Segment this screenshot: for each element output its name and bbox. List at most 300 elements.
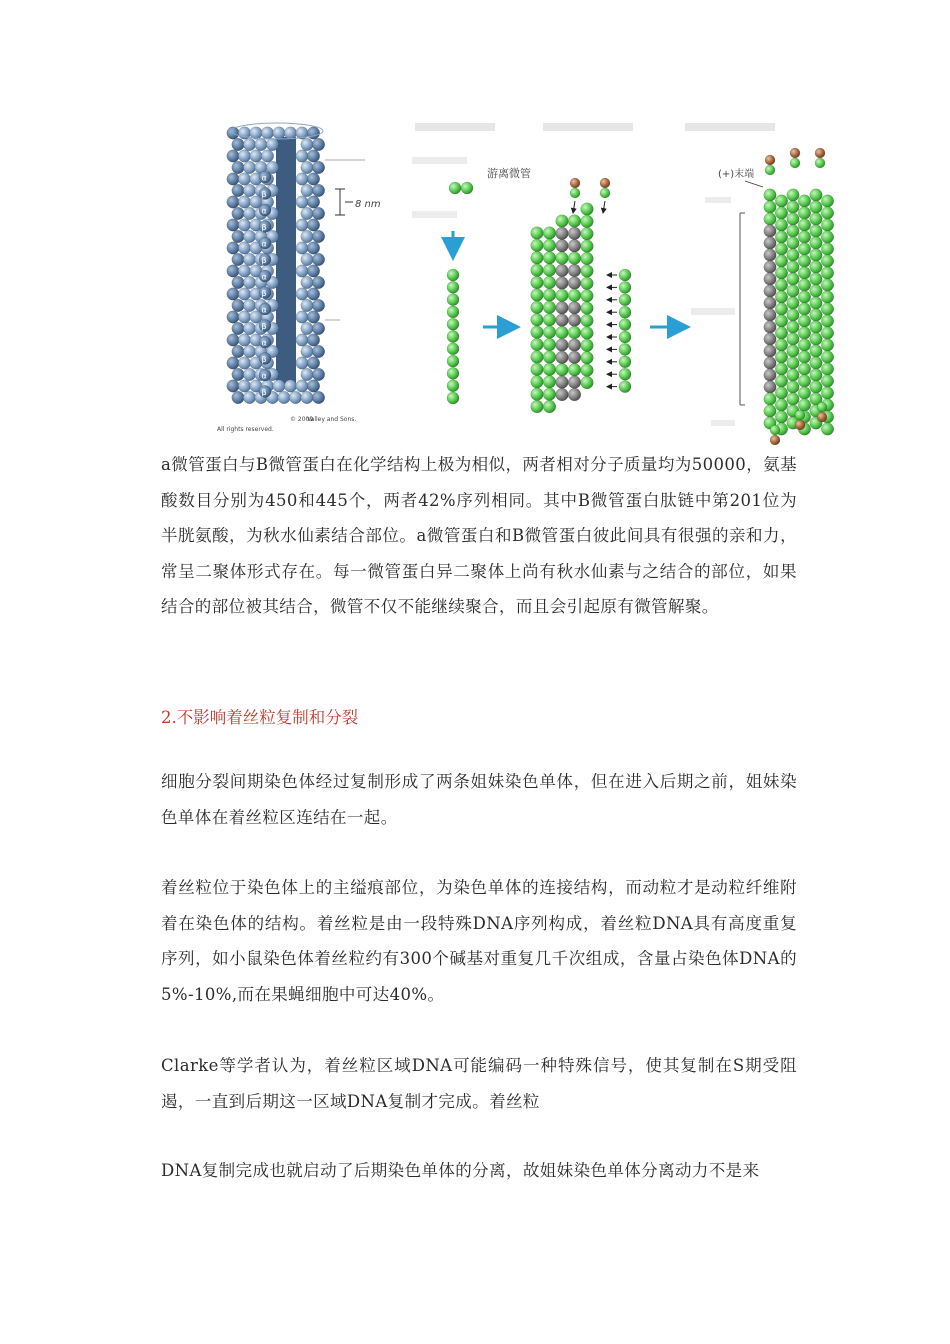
tubulin-letter: β: [261, 388, 267, 397]
microtubule-subunit: [810, 237, 822, 249]
credit-line-2: All rights reserved.: [217, 426, 274, 433]
sheet-subunit: [531, 388, 544, 401]
sheet-subunit: [581, 252, 594, 265]
sheet-subunit: [531, 314, 544, 327]
microtubule-subunit: [821, 219, 833, 231]
microtubule-structure-panel: [227, 123, 325, 404]
plus-end-tubulin: [790, 158, 800, 168]
microtubule-lumen: [276, 137, 296, 387]
side-protofilament-subunit: [619, 281, 631, 293]
incoming-tubulin: [570, 178, 580, 188]
sheet-subunit: [556, 302, 569, 315]
tubulin-subunit: [301, 368, 313, 380]
tubulin-subunit: [284, 380, 296, 392]
dimension-annotation: [325, 160, 381, 320]
sheet-subunit: [568, 252, 581, 265]
sheet-subunit: [543, 289, 556, 302]
tubulin-subunit: [261, 127, 273, 139]
microtubule-subunit: [787, 261, 799, 273]
microtubule-subunit: [775, 219, 787, 231]
microtubule-subunit: [764, 405, 776, 417]
sheet-subunit: [556, 326, 569, 339]
sheet-subunit: [556, 339, 569, 352]
sheet-subunit: [581, 364, 594, 377]
microtubule-subunit: [821, 303, 833, 315]
microtubule-subunit: [798, 399, 810, 411]
plus-end-tubulin: [790, 148, 800, 158]
tubulin-subunit: [296, 311, 308, 323]
microtubule-figure: [215, 115, 835, 445]
sheet-subunit: [581, 240, 594, 253]
microtubule-subunit: [821, 267, 833, 279]
microtubule-subunit: [798, 387, 810, 399]
microtubule-subunit: [798, 339, 810, 351]
plus-end-tubulin: [765, 165, 775, 175]
plus-end-tubulin: [815, 148, 825, 158]
tubulin-subunit: [301, 391, 313, 403]
tubulin-subunit: [232, 322, 244, 334]
microtubule-subunit: [764, 369, 776, 381]
label-plus-end: (+)末端: [718, 169, 755, 180]
tubulin-subunit: [243, 368, 255, 380]
microtubule-subunit: [798, 255, 810, 267]
protofilament-subunit: [447, 392, 459, 404]
sheet-subunit: [531, 252, 544, 265]
tubulin-subunit: [307, 334, 319, 346]
minus-end-tubulin: [795, 410, 805, 420]
microtubule-subunit: [787, 381, 799, 393]
incoming-tubulin: [570, 188, 580, 198]
tubulin-subunit: [227, 219, 239, 231]
sheet-subunit: [543, 239, 556, 252]
tubulin-letter: β: [261, 190, 267, 199]
tubulin-subunit: [312, 322, 324, 334]
microtubule-subunit: [810, 213, 822, 225]
tubulin-subunit: [301, 322, 313, 334]
microtubule-subunit: [821, 315, 833, 327]
tubulin-subunit: [227, 150, 239, 162]
side-protofilament-subunit: [619, 319, 631, 331]
microtubule-subunit: [810, 273, 822, 285]
sheet-subunit: [531, 338, 544, 351]
tubulin-subunit: [273, 127, 285, 139]
tubulin-letter: β: [261, 322, 267, 331]
microtubule-subunit: [787, 201, 799, 213]
microtubule-subunit: [764, 273, 776, 285]
sheet-subunit: [543, 376, 556, 389]
side-protofilament-subunit: [619, 269, 631, 281]
microtubule-subunit: [810, 381, 822, 393]
tubulin-subunit: [243, 299, 255, 311]
microtubule-subunit: [775, 387, 787, 399]
microtubule-subunit: [821, 423, 833, 435]
protofilament-subunit: [447, 306, 459, 318]
microtubule-subunit: [810, 333, 822, 345]
tubulin-subunit: [243, 345, 255, 357]
tubulin-subunit: [284, 127, 296, 139]
sheet-subunit: [543, 301, 556, 314]
sheet-subunit: [568, 215, 581, 228]
microtubule-subunit: [764, 261, 776, 273]
microtubule-subunit: [775, 195, 787, 207]
microtubule-subunit: [810, 297, 822, 309]
tubulin-subunit: [238, 219, 250, 231]
tubulin-subunit: [296, 380, 308, 392]
tubulin-subunit: [232, 184, 244, 196]
tubulin-subunit: [232, 138, 244, 150]
microtubule-subunit: [764, 393, 776, 405]
protofilament-subunit: [447, 355, 459, 367]
microtubule-subunit: [787, 297, 799, 309]
tubulin-letter: α: [261, 305, 267, 315]
sheet-assembly-panel: [531, 178, 631, 413]
tubulin-subunit: [273, 380, 285, 392]
tubulin-letter: α: [261, 338, 267, 348]
tubulin-subunit: [278, 391, 290, 403]
incoming-tubulin: [600, 178, 610, 188]
tubulin-subunit: [312, 230, 324, 242]
tubulin-subunit: [238, 311, 250, 323]
microtubule-subunit: [775, 375, 787, 387]
tubulin-subunit: [301, 184, 313, 196]
microtubule-subunit: [787, 213, 799, 225]
minus-end-tubulin: [770, 435, 780, 445]
sheet-subunit: [581, 290, 594, 303]
microtubule-subunit: [787, 357, 799, 369]
sheet-subunit: [543, 338, 556, 351]
microtubule-subunit: [764, 285, 776, 297]
sheet-subunit: [568, 264, 581, 277]
protofilament-subunit: [447, 343, 459, 355]
label-free-microtubule: 游离微管: [487, 167, 531, 180]
tubulin-subunit: [307, 380, 319, 392]
sheet-subunit: [531, 239, 544, 252]
tubulin-subunit: [307, 127, 319, 139]
incoming-arrow: [573, 201, 575, 213]
microtubule-subunit: [764, 225, 776, 237]
microtubule-subunit: [798, 363, 810, 375]
tubulin-subunit: [232, 368, 244, 380]
microtubule-subunit: [821, 255, 833, 267]
microtubule-subunit: [787, 393, 799, 405]
sheet-subunit: [531, 301, 544, 314]
sheet-subunit: [543, 276, 556, 289]
microtubule-subunit: [798, 267, 810, 279]
tubulin-letter: β: [261, 223, 267, 232]
microtubule-subunit: [821, 243, 833, 255]
microtubule-subunit: [787, 225, 799, 237]
microtubule-subunit: [821, 195, 833, 207]
sheet-subunit: [543, 388, 556, 401]
tubulin-subunit: [227, 265, 239, 277]
credit-line-1: Valley and Sons.: [307, 416, 357, 423]
section-heading-centromere: 2.不影响着丝粒复制和分裂: [161, 708, 359, 727]
paragraph-tubulin-structure: a微管蛋白与B微管蛋白在化学结构上极为相似，两者相对分子质量均为50000，氨基酸数目分别为450和445个，两者42%序列相同。其中B微管蛋白肽链中第201位为半胱氨酸，为秋水仙素结合部位。a微管蛋白和B微管蛋白彼此间具有很强的亲和力，常呈二聚体形式存在。每一微管蛋白异二聚体上尚有秋水仙素与之结合的部位，如果结合的部位被其结合，微管不仅不能继续聚合，而且会引起原有微管解聚。: [161, 455, 797, 616]
microtubule-subunit: [787, 369, 799, 381]
microtubule-subunit: [798, 303, 810, 315]
side-protofilament-subunit: [619, 368, 631, 380]
sheet-subunit: [568, 277, 581, 290]
minus-end-tubulin: [795, 420, 805, 430]
microtubule-subunit: [821, 339, 833, 351]
microtubule-subunit: [764, 201, 776, 213]
tubulin-subunit: [232, 161, 244, 173]
tubulin-subunit: [238, 380, 250, 392]
sheet-subunit: [568, 289, 581, 302]
tubulin-subunit: [296, 242, 308, 254]
microtubule-subunit: [810, 225, 822, 237]
tubulin-subunit: [312, 276, 324, 288]
microtubule-subunit: [787, 189, 799, 201]
sheet-subunit: [556, 240, 569, 253]
sheet-subunit: [568, 314, 581, 327]
tubulin-subunit: [312, 253, 324, 265]
tubulin-letter: β: [261, 355, 267, 364]
microtubule-subunit: [775, 243, 787, 255]
microtubule-subunit: [787, 249, 799, 261]
sheet-subunit: [531, 400, 544, 413]
svg-text:© 2009: © 2009: [290, 416, 314, 423]
microtubule-subunit: [764, 213, 776, 225]
tubulin-subunit: [261, 150, 273, 162]
protofilament-subunit: [447, 294, 459, 306]
microtubule-subunit: [798, 375, 810, 387]
microtubule-subunit: [798, 243, 810, 255]
tubulin-subunit: [312, 299, 324, 311]
tubulin-letter: β: [261, 256, 267, 265]
protofilament-subunit: [447, 269, 459, 281]
tubulin-subunit: [232, 299, 244, 311]
microtubule-subunit: [764, 321, 776, 333]
tubulin-subunit: [238, 288, 250, 300]
tubulin-subunit: [301, 276, 313, 288]
tubulin-subunit: [227, 380, 239, 392]
tubulin-letter: α: [261, 239, 267, 249]
tubulin-letter: α: [261, 371, 267, 381]
microtubule-subunit: [775, 279, 787, 291]
sheet-subunit: [556, 314, 569, 327]
free-tubulin-subunit: [449, 182, 461, 194]
tubulin-subunit: [312, 207, 324, 219]
microtubule-subunit: [821, 291, 833, 303]
sheet-subunit: [556, 289, 569, 302]
microtubule-subunit: [775, 399, 787, 411]
tubulin-letter: α: [261, 206, 267, 216]
side-protofilament-subunit: [619, 381, 631, 393]
microtubule-subunit: [764, 333, 776, 345]
tubulin-subunit: [296, 150, 308, 162]
tubulin-subunit: [238, 242, 250, 254]
side-protofilament-subunit: [619, 343, 631, 355]
tubulin-subunit: [243, 161, 255, 173]
microtubule-subunit: [810, 201, 822, 213]
tubulin-subunit: [301, 207, 313, 219]
sheet-subunit: [556, 277, 569, 290]
sheet-subunit: [581, 228, 594, 241]
protofilament-subunit: [447, 281, 459, 293]
sheet-subunit: [568, 240, 581, 253]
microtubule-subunit: [798, 315, 810, 327]
microtubule-subunit: [810, 285, 822, 297]
sheet-subunit: [581, 277, 594, 290]
microtubule-subunit: [810, 357, 822, 369]
microtubule-subunit: [764, 249, 776, 261]
microtubule-subunit: [764, 357, 776, 369]
microtubule-subunit: [798, 207, 810, 219]
microtubule-subunit: [821, 387, 833, 399]
tubulin-subunit: [289, 391, 301, 403]
incoming-tubulin: [600, 188, 610, 198]
sheet-subunit: [568, 302, 581, 315]
microtubule-subunit: [798, 231, 810, 243]
tubulin-subunit: [296, 219, 308, 231]
tubulin-subunit: [232, 253, 244, 265]
tubulin-subunit: [307, 288, 319, 300]
incoming-arrow: [603, 201, 605, 213]
sheet-subunit: [531, 363, 544, 376]
tubulin-subunit: [301, 299, 313, 311]
paragraph-sister-chromatids: 细胞分裂间期染色体经过复制形成了两条姐妹染色单体，但在进入后期之前，姐妹染色单体在着丝粒区连结在一起。: [161, 772, 797, 827]
tubulin-subunit: [250, 150, 262, 162]
protofilament-subunit: [447, 318, 459, 330]
microtubule-subunit: [764, 345, 776, 357]
microtubule-subunit: [787, 273, 799, 285]
assembled-microtubule-panel: [691, 148, 834, 445]
microtubule-subunit: [798, 327, 810, 339]
side-protofilament-subunit: [619, 306, 631, 318]
sheet-subunit: [543, 252, 556, 265]
tubulin-subunit: [296, 265, 308, 277]
microtubule-subunit: [810, 189, 822, 201]
paragraph-dna-replication: DNA复制完成也就启动了后期染色单体的分离，故姐妹染色单体分离动力不是来: [161, 1161, 760, 1180]
sheet-subunit: [581, 352, 594, 365]
microtubule-subunit: [821, 351, 833, 363]
microtubule-subunit: [821, 279, 833, 291]
tubulin-subunit: [238, 357, 250, 369]
sheet-subunit: [581, 302, 594, 315]
microtubule-subunit: [775, 291, 787, 303]
tubulin-subunit: [301, 230, 313, 242]
tubulin-subunit: [227, 173, 239, 185]
microtubule-subunit: [787, 345, 799, 357]
microtubule-subunit: [798, 195, 810, 207]
tubulin-subunit: [312, 345, 324, 357]
sheet-subunit: [568, 388, 581, 401]
tubulin-subunit: [296, 288, 308, 300]
tubulin-subunit: [227, 288, 239, 300]
sheet-subunit: [543, 326, 556, 339]
microtubule-subunit: [810, 249, 822, 261]
sheet-subunit: [556, 264, 569, 277]
microtubule-subunit: [787, 285, 799, 297]
sheet-subunit: [581, 327, 594, 340]
tubulin-subunit: [238, 196, 250, 208]
tubulin-subunit: [307, 173, 319, 185]
sheet-subunit: [531, 289, 544, 302]
plus-end-tubulin: [765, 155, 775, 165]
sheet-subunit: [556, 252, 569, 265]
sheet-subunit: [543, 264, 556, 277]
microtubule-subunit: [775, 351, 787, 363]
microtubule-subunit: [764, 297, 776, 309]
tubulin-subunit: [307, 196, 319, 208]
microtubule-subunit: [764, 189, 776, 201]
tubulin-subunit: [301, 345, 313, 357]
microtubule-subunit: [787, 309, 799, 321]
tubulin-subunit: [243, 207, 255, 219]
sheet-subunit: [543, 227, 556, 240]
microtubule-subunit: [775, 363, 787, 375]
tubulin-subunit: [312, 161, 324, 173]
tubulin-subunit: [243, 253, 255, 265]
microtubule-subunit: [798, 219, 810, 231]
side-protofilament-subunit: [619, 331, 631, 343]
microtubule-subunit: [821, 231, 833, 243]
label-8nm: 8 nm: [355, 199, 381, 210]
plus-end-tubulin: [815, 158, 825, 168]
microtubule-subunit: [775, 231, 787, 243]
sheet-subunit: [568, 364, 581, 377]
tubulin-subunit: [307, 242, 319, 254]
tubulin-subunit: [243, 138, 255, 150]
sheet-subunit: [581, 376, 594, 389]
tubulin-subunit: [296, 173, 308, 185]
microtubule-subunit: [798, 291, 810, 303]
microtubule-subunit: [775, 207, 787, 219]
sheet-subunit: [581, 339, 594, 352]
minus-end-tubulin: [817, 402, 827, 412]
microtubule-subunit: [810, 345, 822, 357]
sheet-subunit: [568, 351, 581, 364]
sheet-subunit: [531, 276, 544, 289]
protofilament-subunit: [447, 331, 459, 343]
microtubule-subunit: [775, 267, 787, 279]
tubulin-subunit: [307, 219, 319, 231]
microtubule-subunit: [810, 321, 822, 333]
sheet-subunit: [568, 339, 581, 352]
tubulin-subunit: [301, 253, 313, 265]
tubulin-subunit: [227, 334, 239, 346]
microtubule-subunit: [787, 237, 799, 249]
sheet-subunit: [568, 227, 581, 240]
tubulin-subunit: [227, 357, 239, 369]
sheet-subunit: [556, 351, 569, 364]
tubulin-subunit: [243, 230, 255, 242]
microtubule-subunit: [775, 255, 787, 267]
microtubule-subunit: [775, 339, 787, 351]
minus-end-tubulin: [817, 412, 827, 422]
microtubule-subunit: [775, 303, 787, 315]
side-protofilament-subunit: [619, 294, 631, 306]
sheet-subunit: [531, 351, 544, 364]
tubulin-subunit: [312, 138, 324, 150]
sheet-subunit: [543, 363, 556, 376]
tubulin-subunit: [238, 150, 250, 162]
tubulin-subunit: [232, 276, 244, 288]
tubulin-subunit: [232, 230, 244, 242]
figure-credit: [217, 416, 356, 433]
tubulin-subunit: [255, 138, 267, 150]
microtubule-subunit: [821, 363, 833, 375]
microtubule-subunit: [775, 411, 787, 423]
sheet-subunit: [581, 203, 594, 216]
sheet-subunit: [531, 264, 544, 277]
sheet-subunit: [556, 364, 569, 377]
tubulin-subunit: [238, 334, 250, 346]
tubulin-subunit: [243, 276, 255, 288]
tubulin-subunit: [243, 184, 255, 196]
sheet-subunit: [531, 376, 544, 389]
